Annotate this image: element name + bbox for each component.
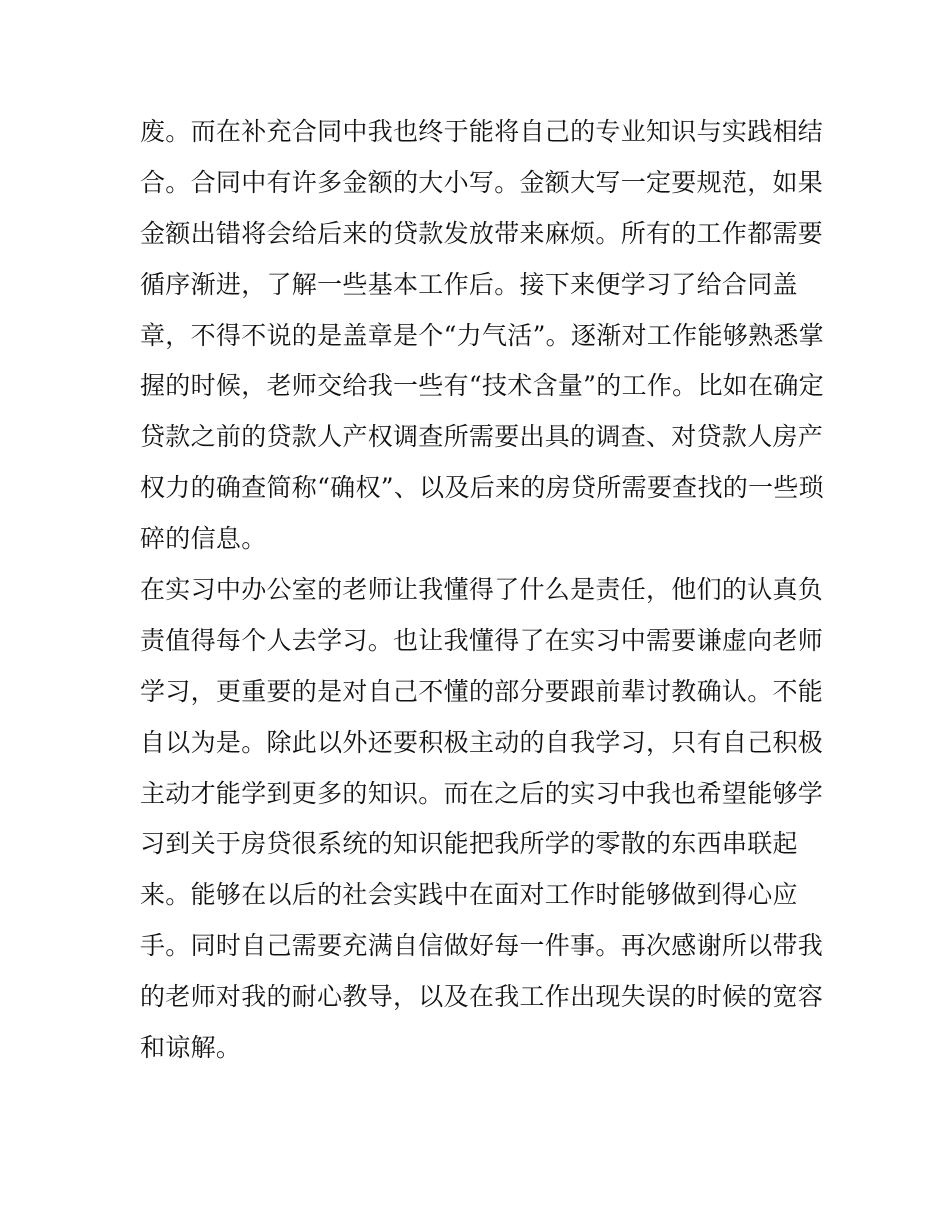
text-line: 手。同时自己需要充满自信做好每一件事。再次感谢所以带我 (140, 931, 824, 961)
text-line: 责值得每个人去学习。也让我懂得了在实习中需要谦虚向老师 (140, 625, 824, 655)
text-line: 习到关于房贷很系统的知识能把我所学的零散的东西串联起 (140, 829, 798, 859)
text-line: 握的时候，老师交给我一些有“技术含量”的工作。比如在确定 (140, 371, 824, 401)
text-line: 章，不得不说的是盖章是个“力气活”。逐渐对工作能够熟悉掌 (140, 320, 824, 350)
text-line: 循序渐进，了解一些基本工作后。接下来便学习了给合同盖 (140, 269, 798, 299)
text-line: 权力的确查简称“确权”、以及后来的房贷所需要查找的一些琐 (140, 473, 824, 503)
text-line: 自以为是。除此以外还要积极主动的自我学习，只有自己积极 (140, 727, 824, 757)
text-line: 贷款之前的贷款人产权调查所需要出具的调查、对贷款人房产 (140, 422, 824, 452)
text-line: 主动才能学到更多的知识。而在之后的实习中我也希望能够学 (140, 778, 824, 808)
text-line: 的老师对我的耐心教导，以及在我工作出现失误的时候的宽容 (140, 982, 824, 1012)
text-line: 金额出错将会给后来的贷款发放带来麻烦。所有的工作都需要 (140, 218, 824, 248)
text-line: 来。能够在以后的社会实践中在面对工作时能够做到得心应 (140, 880, 798, 910)
text-line: 和谅解。 (140, 1033, 242, 1063)
body-text (140, 107, 824, 1074)
text-line: 合。合同中有许多金额的大小写。金额大写一定要规范，如果 (140, 167, 824, 197)
text-line: 碎的信息。 (140, 524, 267, 554)
text-line: 学习，更重要的是对自己不懂的部分要跟前辈讨教确认。不能 (140, 676, 824, 706)
text-line: 废。而在补充合同中我也终于能将自己的专业知识与实践相结 (140, 117, 824, 146)
text-line: 在实习中办公室的老师让我懂得了什么是责任，他们的认真负 (140, 575, 824, 605)
